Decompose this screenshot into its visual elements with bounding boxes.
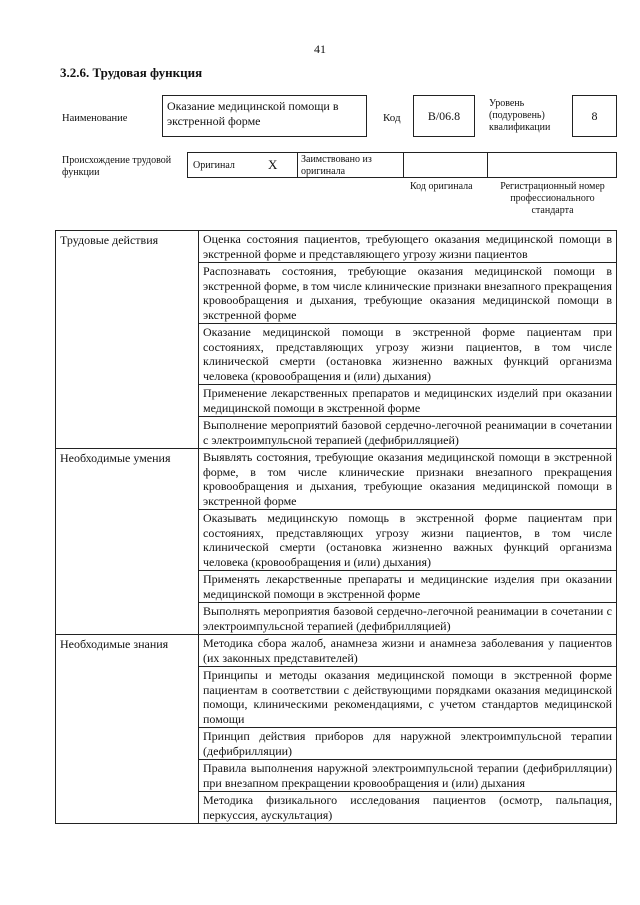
description-cell: Принципы и методы оказания медицинской помощи в экстренной форме пациентам в соответствии с действующими порядками оказания медицинской помощи, клиническими рекомендациями, с учетом стандартов медицинской помощи (199, 667, 617, 728)
table-row (56, 231, 617, 263)
origin-divider-1 (297, 152, 298, 178)
original-label: Оригинал (193, 160, 235, 171)
description-cell: Оценка состояния пациентов, требующего оказания медицинской помощи в экстренной форме и представляющего угрозу жизни пациентов (199, 231, 617, 263)
description-cell: Методика физикального исследования пациентов (осмотр, пальпация, перкуссия, аускультация) (199, 792, 617, 824)
code-value-box (413, 95, 475, 137)
origin-divider-2 (403, 152, 404, 178)
description-cell: Оказывать медицинскую помощь в экстренной форме пациентам при состояниях, представляющих угрозу жизни пациентов, в том числе клинической смерти (остановка жизненно важных функций организма человека (кровообращения и (или) дыхания) (199, 510, 617, 571)
category-cell: Трудовые действия (56, 231, 199, 449)
name-label: Наименование (62, 113, 128, 124)
section-title: 3.2.6. Трудовая функция (60, 65, 203, 80)
description-cell: Правила выполнения наружной электроимпульсной терапии (дефибрилляции) при внезапном прекращении кровообращения и (или) дыхания (199, 760, 617, 792)
description-cell: Распознавать состояния, требующие оказания медицинской помощи в экстренной форме, в том числе клинические признаки внезапного прекращения кровообращения и дыхания, требующие оказания медицинской помощи в экстренной форме (199, 263, 617, 324)
table-row (56, 635, 617, 667)
origin-row-box (187, 152, 617, 178)
description-cell: Применять лекарственные препараты и медицинские изделия при оказании медицинской помощи в экстренной форме (199, 571, 617, 603)
name-value-box (162, 95, 367, 137)
table-row (56, 449, 617, 510)
description-cell: Выполнение мероприятий базовой сердечно-легочной реанимации в сочетании с электроимпульсной терапией (дефибрилляцией) (199, 417, 617, 449)
original-mark: X (268, 157, 278, 172)
origin-label: Происхождение трудовой функции (62, 155, 172, 178)
description-cell: Методика сбора жалоб, анамнеза жизни и анамнеза заболевания у пациентов (их законных представителей) (199, 635, 617, 667)
description-cell: Оказание медицинской помощи в экстренной форме пациентам при состояниях, представляющих угрозу жизни пациентов, в том числе клинической смерти (остановка жизненно важных функций организма человека (кровообращения и (или) дыхания) (199, 324, 617, 385)
level-value-box (572, 95, 617, 137)
code-original-label: Код оригинала (410, 181, 473, 192)
origin-divider-3 (487, 152, 488, 178)
name-value: Оказание медицинской помощи в экстренной форме (167, 99, 339, 128)
borrowed-label: Заимствовано из оригинала (301, 154, 372, 177)
code-value: B/06.8 (427, 109, 461, 123)
description-cell: Принцип действия приборов для наружной электроимпульсной терапии (дефибрилляции) (199, 728, 617, 760)
description-cell: Применение лекарственных препаратов и медицинских изделий при оказании медицинской помощи в экстренной форме (199, 385, 617, 417)
category-cell: Необходимые умения (56, 449, 199, 635)
description-cell: Выполнять мероприятия базовой сердечно-легочной реанимации в сочетании с электроимпульсной терапией (дефибрилляцией) (199, 603, 617, 635)
code-label: Код (383, 112, 401, 124)
reg-number-label: Регистрационный номер профессионального стандарта (500, 181, 605, 216)
level-value: 8 (591, 109, 598, 123)
level-label: Уровень (подуровень) квалификации (489, 98, 551, 133)
description-cell: Выявлять состояния, требующие оказания медицинской помощи в экстренной форме, в том числе клинические признаки внезапного прекращения кровообращения и дыхания, требующие оказания медицинской помощи в экстренной форме (199, 449, 617, 510)
page-number: 41 (314, 42, 326, 56)
function-table (55, 230, 617, 824)
category-cell: Необходимые знания (56, 635, 199, 824)
